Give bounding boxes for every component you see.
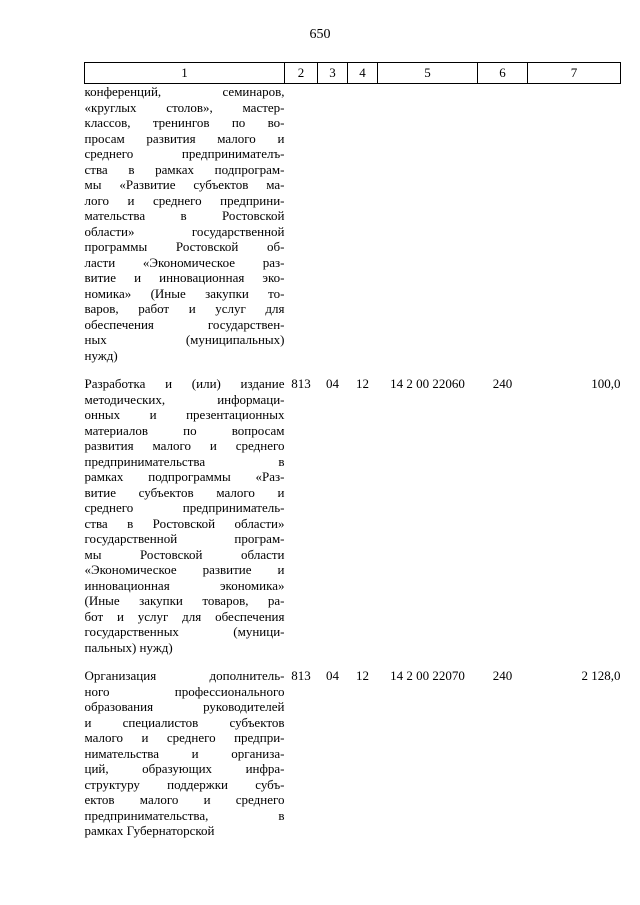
description-line: нужд) <box>84 347 118 363</box>
target-article-cell: 14 2 00 22070 <box>390 668 465 683</box>
description-line: государственной програм- <box>84 531 285 546</box>
ministry-code-cell <box>285 84 318 364</box>
amount-cell: 2 128,0 <box>581 668 621 683</box>
description-line: и специалистов субъектов <box>84 714 285 730</box>
description-line: методических, информаци- <box>84 391 285 407</box>
description-line: ства в рамках подпрограм- <box>84 161 285 177</box>
description-line: Разработка и (или) издание <box>84 376 285 391</box>
description-line: образования руководителей <box>84 699 285 714</box>
subsection-cell: 12 <box>356 376 369 391</box>
description-line: ектов малого и среднего <box>84 792 285 807</box>
description-line: инновационная экономика» <box>84 577 285 593</box>
amount-cell <box>528 84 621 364</box>
column-header-3: 3 <box>318 63 348 84</box>
description-line: (Иные закупки товаров, ра- <box>84 593 285 608</box>
description-line: Организация дополнитель- <box>84 668 285 683</box>
description-line: конференций, семинаров, <box>84 84 285 99</box>
description-line: витие и инновационная эко- <box>84 270 285 285</box>
section-cell <box>318 84 348 364</box>
page-number: 650 <box>309 27 331 42</box>
table-row <box>85 655 621 839</box>
table-row <box>85 84 621 364</box>
description-line: малого и среднего предпри- <box>84 730 285 745</box>
description-line: государственных (муници- <box>84 624 285 639</box>
expense-type-cell <box>478 84 528 364</box>
description-line: классов, тренингов по во- <box>84 115 285 130</box>
column-header-6: 6 <box>478 63 528 84</box>
description-line: среднего предприниматель- <box>84 500 285 515</box>
description-line: области» государственной <box>84 223 285 239</box>
description-line: обеспечения государствен- <box>84 316 285 332</box>
description-line: развития малого и среднего <box>84 438 285 453</box>
description-line: ций, образующих инфра- <box>84 761 285 776</box>
description-line: материалов по вопросам <box>84 422 285 438</box>
ministry-code-cell: 813 <box>291 376 311 391</box>
target-article-cell: 14 2 00 22060 <box>390 376 465 391</box>
description-line: программы Ростовской об- <box>84 239 285 254</box>
description-line: предпринимательства, в <box>84 807 285 823</box>
description-line: структуру поддержки субъ- <box>84 776 285 792</box>
section-cell: 04 <box>326 376 339 391</box>
description-line: витие субъектов малого и <box>84 484 285 500</box>
column-header-5: 5 <box>378 63 478 84</box>
description-line: номика» (Иные закупки то- <box>84 285 285 301</box>
description-line: мы «Развитие субъектов ма- <box>84 177 285 192</box>
column-header-7: 7 <box>528 63 621 84</box>
description-line: «круглых столов», мастер- <box>84 99 285 115</box>
description-line: пальных) нужд) <box>84 639 173 655</box>
row-description <box>85 363 285 655</box>
target-article-cell <box>378 84 478 364</box>
table-body <box>85 84 621 839</box>
description-line: рамках подпрограммы «Раз- <box>84 469 285 484</box>
description-line: мы Ростовской области <box>84 546 285 562</box>
ministry-code-cell: 813 <box>291 668 311 683</box>
description-line: онных и презентационных <box>84 407 285 422</box>
amount-cell: 100,0 <box>591 376 621 391</box>
subsection-cell <box>348 84 378 364</box>
row-description <box>85 655 285 839</box>
column-header-1: 1 <box>85 63 285 84</box>
column-header-4: 4 <box>348 63 378 84</box>
expense-type-cell: 240 <box>492 668 513 683</box>
description-line: ства в Ростовской области» <box>84 515 285 531</box>
description-line: бот и услуг для обеспечения <box>84 608 285 624</box>
expense-type-cell: 240 <box>492 376 513 391</box>
table-header-row <box>85 63 621 84</box>
description-line: «Экономическое развитие и <box>84 562 285 577</box>
description-line: рамках Губернаторской <box>84 823 215 838</box>
description-line: среднего предпринимателъ- <box>84 146 285 161</box>
description-line: варов, работ и услуг для <box>84 301 285 316</box>
description-line: лого и среднего предприни- <box>84 192 285 208</box>
table-row <box>85 363 621 655</box>
description-line: предпринимательства в <box>84 453 285 469</box>
description-line: мательства в Ростовской <box>84 208 285 223</box>
description-line: просам развития малого и <box>84 130 285 146</box>
budget-table <box>84 62 621 839</box>
description-line: ласти «Экономическое раз- <box>84 254 285 270</box>
subsection-cell: 12 <box>356 668 369 683</box>
description-line: ного профессионального <box>84 683 285 699</box>
row-description <box>85 84 285 364</box>
description-line: ных (муниципальных) <box>84 332 285 347</box>
description-line: нимательства и организа- <box>84 745 285 761</box>
column-header-2: 2 <box>285 63 318 84</box>
section-cell: 04 <box>326 668 339 683</box>
